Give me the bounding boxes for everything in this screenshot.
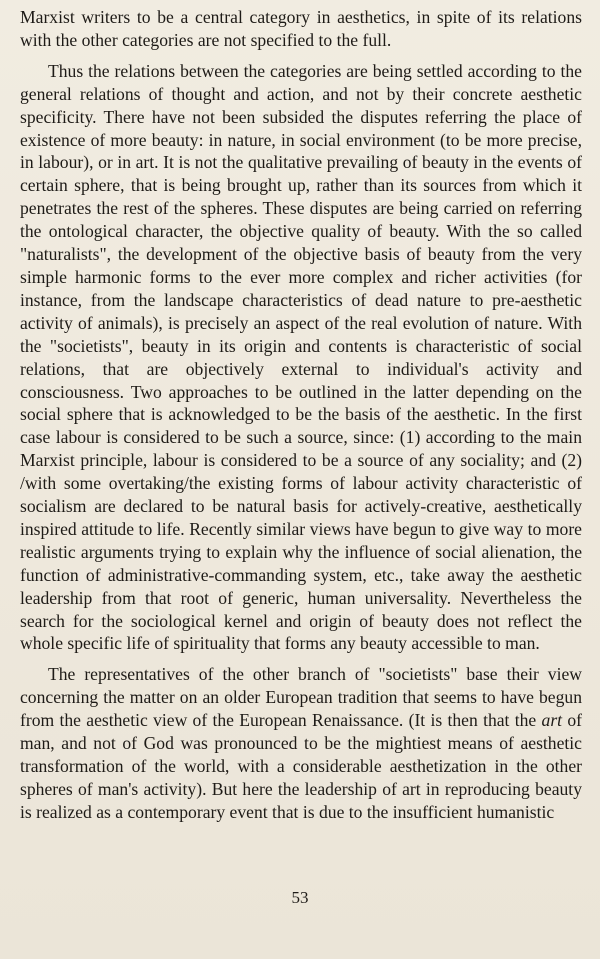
paragraph-3-text-start: The representatives of the other branch of "societists" base their view concerning the matter on an older European tradition that seems to have begun from the aesthetic view of the European Renaissance. (It is then that the [20, 664, 582, 731]
paragraph-2 [20, 60, 582, 656]
body-text [20, 6, 582, 832]
paragraph-3 [20, 663, 582, 823]
page-number: 53 [291, 888, 309, 907]
paragraph-1-text: Marxist writers to be a central category in aesthetics, in spite of its relations with the other categories are not specified to the full. [20, 7, 582, 50]
emphasis-art: art [541, 710, 563, 731]
paragraph-1 [20, 6, 582, 52]
paragraph-2-text: Thus the relations between the categories are being settled according to the general relations of thought and action, and not by their concrete aesthetic specificity. There have not been subsided the disputes referring the place of existence of more beauty: in nature, in social environment (to be more precise, in labour), or in art. It is not the qualitative prevailing of beauty in the events of certain sphere, that is being brought up, rather than its sources from which it penetrates the rest of the spheres. These disputes are being carried on referring the ontological character, the objective quality of beauty. With the so called "naturalists", the development of the objective basis of beauty from the very simple harmonic forms to the ever more complex and richer activities (for instance, from the landscape characteristics of dead nature to pre-aesthetic activity of animals), is precisely an aspect of the real evolution of nature. With the "societists", beauty in its origin and contents is characteristic of social relations, that are objectively external to individual's activity and consciousness. Two approaches to be outlined in the latter depending on the social sphere that is acknowledged to be the basis of the aesthetic. In the first case labour is considered to be such a source, since: (1) according to the main Marxist principle, labour is considered to be a source of any sociality; and (2) /with some overtaking/the existing forms of labour activity characteristic of socialism are declared to be natural basis for actively-creative, aesthetically inspired attitude to life. Recently similar views have begun to give way to more realistic arguments trying to explain why the influence of social alienation, the function of administrative-commanding system, etc., take away the aesthetic leadership from that root of generic, human universality. Nevertheless the search for the sociological kernel and origin of beauty does not reflect the whole specific life of spirituality that forms any beauty accessible to man. [20, 60, 582, 654]
paragraph-3-text-end: of man, and not of God was pronounced to be the mightiest means of aesthetic transformation of the world, with a considerable aesthetization in the other spheres of man's activity). But here the leadership of art in reproducing beauty is realized as a contemporary event that is due to the insufficient humanistic [20, 710, 582, 822]
